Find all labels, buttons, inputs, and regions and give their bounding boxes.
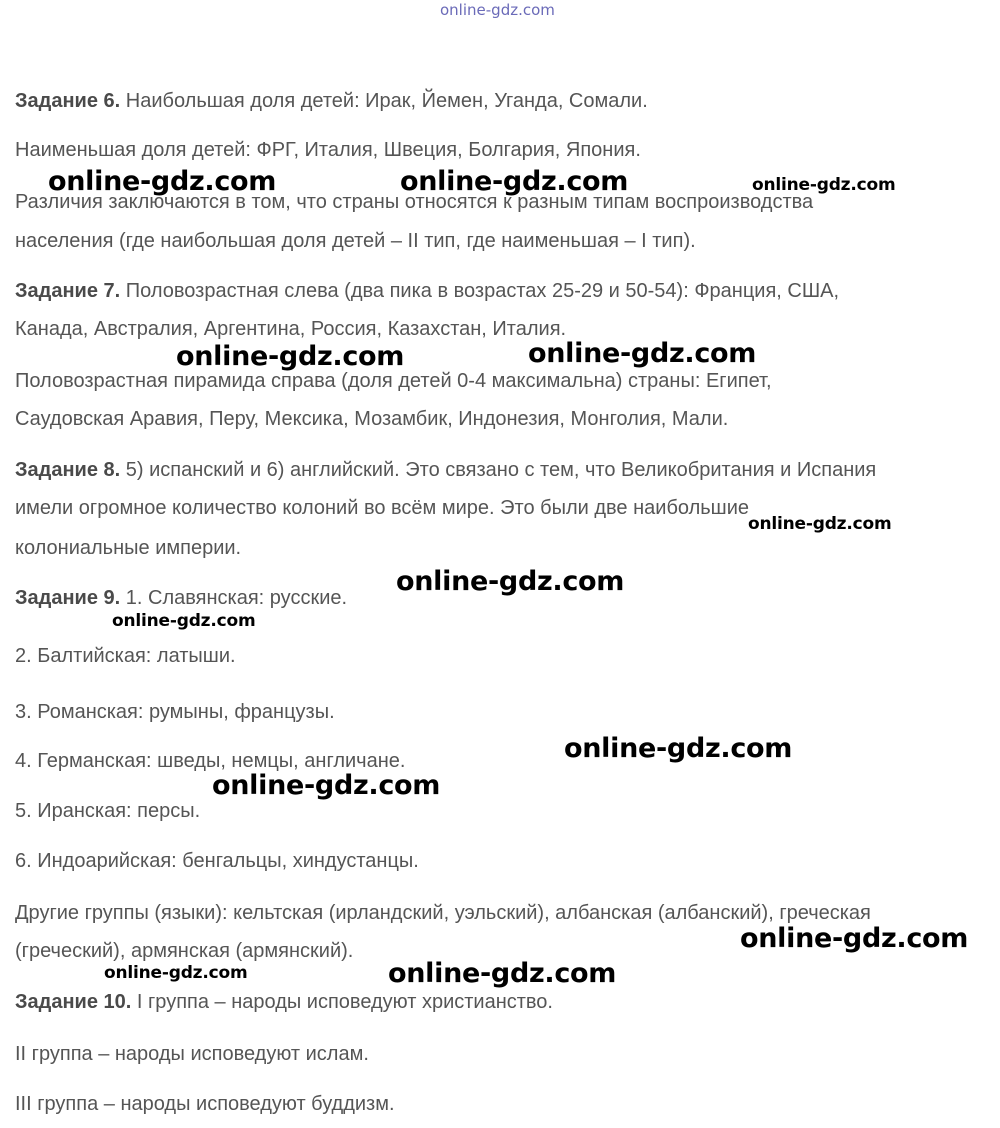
task-7-line-2: Канада, Австралия, Аргентина, Россия, Казахстан, Италия. bbox=[15, 318, 567, 340]
watermark: online-gdz.com bbox=[748, 514, 892, 534]
task-6-label: Задание 6. bbox=[15, 90, 121, 112]
task-9-line-5: 5. Иранская: персы. bbox=[15, 800, 201, 822]
task-9-line-7: Другие группы (языки): кельтская (ирландский, уэльский), албанская (албанский), греческая bbox=[15, 902, 871, 924]
task-10-line-3: III группа – народы исповедуют буддизм. bbox=[15, 1093, 395, 1115]
task-10-label: Задание 10. bbox=[15, 991, 132, 1013]
watermark: online-gdz.com bbox=[388, 958, 617, 989]
task-9-text-1: 1. Славянская: русские. bbox=[125, 587, 348, 609]
task-8-label: Задание 8. bbox=[15, 459, 121, 481]
task-6-line-2: Наименьшая доля детей: ФРГ, Италия, Швеция, Болгария, Япония. bbox=[15, 139, 641, 161]
watermark: online-gdz.com bbox=[104, 963, 248, 983]
watermark: online-gdz.com bbox=[564, 733, 793, 764]
task-6-text-1: Наибольшая доля детей: Ирак, Йемен, Уганда, Сомали. bbox=[125, 90, 648, 112]
watermark: online-gdz.com bbox=[740, 923, 969, 954]
task-9-line-8: (греческий), армянская (армянский). bbox=[15, 940, 354, 962]
task-9-line-1 bbox=[15, 585, 347, 611]
task-10-line-1 bbox=[15, 989, 553, 1015]
watermark: online-gdz.com bbox=[400, 166, 629, 197]
task-6-line-3: Различия заключаются в том, что страны относятся к разным типам воспроизводства bbox=[15, 191, 814, 213]
task-8-line-1 bbox=[15, 457, 876, 483]
task-10-text-1: I группа – народы исповедуют христианство. bbox=[136, 991, 553, 1013]
task-9-line-6: 6. Индоарийская: бенгальцы, хиндустанцы. bbox=[15, 850, 419, 872]
task-9-line-3: 3. Романская: румыны, французы. bbox=[15, 701, 335, 723]
watermark: online-gdz.com bbox=[212, 770, 441, 801]
task-7-line-1 bbox=[15, 278, 839, 304]
watermark: online-gdz.com bbox=[48, 166, 277, 197]
task-8-text-1: 5) испанский и 6) английский. Это связано с тем, что Великобритания и Испания bbox=[125, 459, 877, 481]
watermark: online-gdz.com bbox=[396, 566, 625, 597]
task-8-line-3: колониальные империи. bbox=[15, 537, 242, 559]
task-6-line-4: населения (где наибольшая доля детей – II тип, где наименьшая – I тип). bbox=[15, 230, 696, 252]
task-7-label: Задание 7. bbox=[15, 280, 121, 302]
task-10-line-2: II группа – народы исповедуют ислам. bbox=[15, 1043, 369, 1065]
watermark: online-gdz.com bbox=[176, 341, 405, 372]
task-7-line-3: Половозрастная пирамида справа (доля детей 0-4 максимальна) страны: Египет, bbox=[15, 370, 772, 392]
task-9-label: Задание 9. bbox=[15, 587, 121, 609]
watermark: online-gdz.com bbox=[528, 338, 757, 369]
task-7-text-1: Половозрастная слева (два пика в возрастах 25-29 и 50-54): Франция, США, bbox=[125, 280, 840, 302]
watermark: online-gdz.com bbox=[752, 175, 896, 195]
watermark: online-gdz.com bbox=[112, 611, 256, 631]
task-7-line-4: Саудовская Аравия, Перу, Мексика, Мозамбик, Индонезия, Монголия, Мали. bbox=[15, 408, 729, 430]
task-9-line-2: 2. Балтийская: латыши. bbox=[15, 645, 236, 667]
header-watermark: online-gdz.com bbox=[440, 1, 555, 19]
task-8-line-2: имели огромное количество колоний во всём мире. Это были две наибольшие bbox=[15, 497, 750, 519]
task-9-line-4: 4. Германская: шведы, немцы, англичане. bbox=[15, 750, 406, 772]
task-6-line-1 bbox=[15, 88, 648, 114]
